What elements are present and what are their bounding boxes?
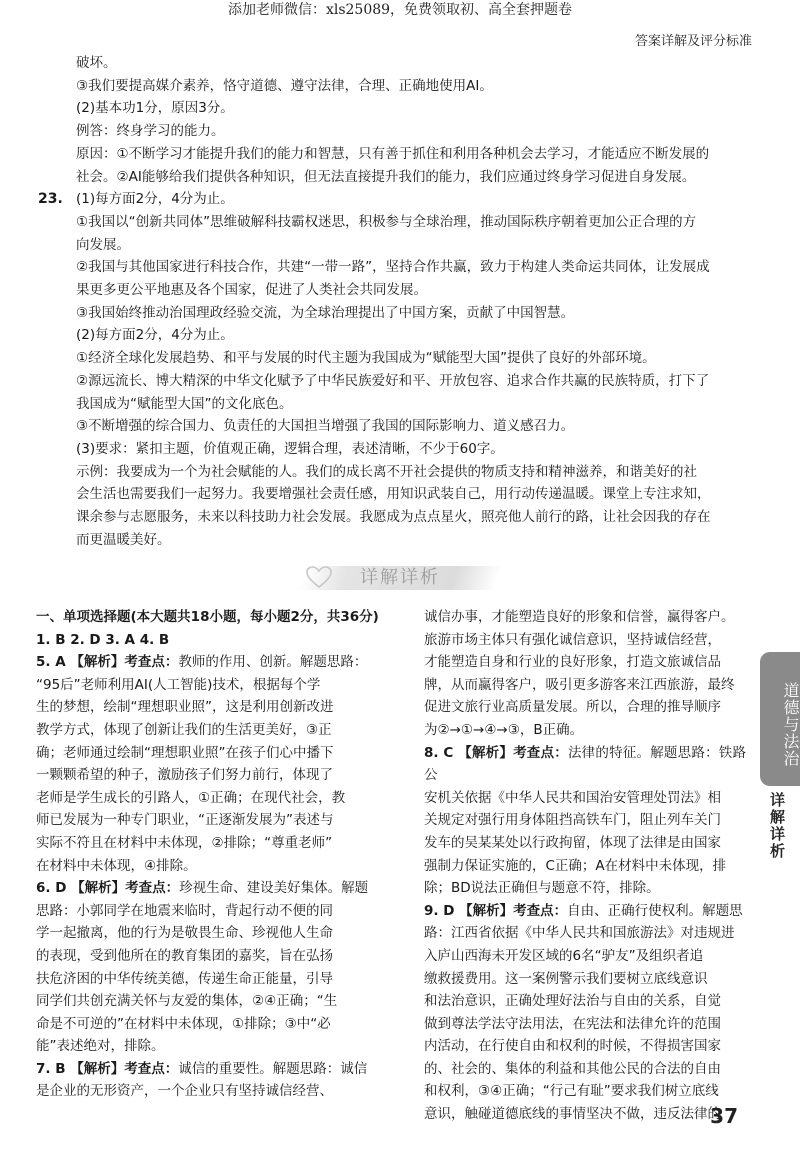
line-text: 诚信的重要性。解题思路：诚信 [178,1060,368,1077]
explanation-line [36,1035,392,1058]
line-text: 诚信办事，才能塑造良好的形象和信誉，赢得客户。 [424,609,735,625]
line-text: 入庐山西海未开发区域的6名“驴友”及组织者追 [424,947,704,964]
q23-line: ③不断增强的综合国力、负责任的大国担当增强了我国的国际影响力、道义感召力。 [76,418,575,435]
line-text: 教学方式，体现了创新让我们的生活更美好，③正 [36,721,332,738]
bold-lead: 一、单项选择题(本大题共18小题，每小题2分，共36分) [36,609,379,625]
explanation-line [424,855,746,878]
line-text: 确；老师通过绘制“理想职业照”在孩子们心中播下 [36,744,334,761]
line-text: 实际不符且在材料中未体现，②排除；“尊重老师” [36,834,333,851]
explanation-line [424,922,746,945]
explanation-line [36,1080,392,1103]
line-text: 同学们共创充满关怀与友爱的集体，②④正确；“生 [36,993,338,1010]
explanation-line [36,1058,392,1081]
q23-line: ③我国始终推动治国理政经验交流，为全球治理提出了中国方案，贡献了中国智慧。 [76,304,575,321]
explanation-line [424,1013,746,1036]
explanation-line [424,990,746,1013]
line-text: “95后”老师利用AI(人工智能)技术，根据每个学 [36,676,321,693]
bold-lead: 6. D 【解析】考查点： [36,880,180,897]
explanation-line [424,719,746,742]
explanation-line [36,742,392,765]
subject-tab: 道德与法治 [760,652,800,786]
explanation-line [424,1035,746,1058]
line-text: 促进文旅行业高质量发展。所以，合理的推导顺序 [424,699,721,716]
line-text: 自由、正确行使权利。解题思 [567,902,743,919]
page-number: 37 [710,1104,738,1128]
line-text: 意识，触碰道德底线的事情坚决不做，违反法律的 [424,1106,721,1123]
line-text: 和权利，③④正确；“行己有耻”要求我们树立底线 [424,1083,719,1100]
explanation-line [36,855,392,878]
line-text: 缴救援费用。这一案例警示我们要树立底线意识 [424,970,708,987]
q23-line: 示例：我要成为一个为社会赋能的人。我们的成长离不开社会提供的物质支持和精神滋养，和谐美好的社 [76,463,697,480]
right-column [424,606,746,1126]
top-banner: 添加老师微信：xls25089，免费领取初、高全套押题卷 [227,2,573,18]
line-text: 内活动，在行使自由和权利的时候，不得损害国家 [424,1038,721,1055]
left-column [36,606,392,1103]
explanation-line [36,990,392,1013]
q23-line: (3)要求：紧扣主题，价值观正确，逻辑合理，表述清晰，不少于60字。 [76,440,504,457]
explanation-line [424,606,746,629]
line-text: 发车的吴某某处以行政拘留，体现了法律是由国家 [424,834,721,851]
line-text: 和法治意识，正确处理好法治与自由的关系，自觉 [424,993,721,1010]
line-text: 学一起撤离，他的行为是敬畏生命、珍视他人生命 [36,925,333,942]
q23-line: ①经济全球化发展趋势、和平与发展的时代主题为我国成为“赋能型大国”提供了良好的外部环境。 [76,350,656,367]
line-text: 师已发展为一种专门职业，“正逐渐发展为”表述与 [36,812,334,829]
q23-line: 而更温暖美好。 [76,531,171,548]
explanation-line [424,832,746,855]
explanation-line [424,1103,746,1126]
answer-line: (2)基本功1分，原因3分。 [76,100,234,117]
explanation-line [36,832,392,855]
line-text: 法律的特征。解题思路：铁路公 [424,744,746,784]
explanation-line [36,900,392,923]
explanation-line [36,651,392,674]
answer-line: 例答：终身学习的能力。 [76,123,225,140]
side-label: 详解详析 [768,792,786,860]
line-text: 教师的作用、创新。解题思路： [178,654,368,671]
explanation-line [424,629,746,652]
explanation-line [424,968,746,991]
line-text: 路：江西省依据《中华人民共和国旅游法》对违规进 [424,925,735,942]
answer-line: 社会。②AI能够给我们提供各种知识，但无法直接提升我们的能力，我们应通过终身学习促进自身发展。 [76,168,696,185]
bold-lead: 8. C 【解析】考查点： [424,744,568,761]
q23-line: ②源远流长、博大精深的中华文化赋予了中华民族爱好和平、开放包容、追求合作共赢的民族特质，打下了 [76,372,710,389]
explanation-line [424,809,746,832]
q23-text: (1)每方面2分，4分为止。 [76,191,234,208]
line-text: 能”表述绝对，排除。 [36,1038,165,1055]
line-text: 一颗颗希望的种子，激励孩子们努力前行，体现了 [36,767,333,784]
line-text: 做到尊法学法守法用法，在宪法和法律允许的范围 [424,1015,721,1032]
answer-line: 原因：①不断学习才能提升我们的能力和智慧，只有善于抓住和利用各种机会去学习，才能适应不断发展的 [76,145,710,162]
q23-line: 向发展。 [76,236,130,253]
bold-lead: 7. B 【解析】考查点： [36,1060,179,1077]
explanation-line [424,877,746,900]
line-text: 思路：小郭同学在地震来临时，背起行动不便的同 [36,902,333,919]
line-text: 在材料中未体现，④排除。 [36,857,197,874]
line-text: 除；BD说法正确但与题意不符，排除。 [424,880,660,897]
line-text: 关规定对强行用身体阻挡高铁车门，阻止列车关门 [424,812,721,829]
line-text: 珍视生命、建设美好集体。解题 [179,880,369,897]
explanation-line [424,1058,746,1081]
divider-title: 详解详析 [360,567,440,588]
explanation-line [424,742,746,787]
explanation-line [424,1080,746,1103]
explanation-line [36,968,392,991]
answer-line: 破坏。 [76,55,117,71]
line-text: 旅游市场主体只有强化诚信意识，坚持诚信经营， [424,631,721,648]
q23-line: 果更多更公平地惠及各个国家，促进了人类社会共同发展。 [76,282,427,299]
explanation-line [424,787,746,810]
line-text: 为②→①→④→③，B正确。 [424,721,584,738]
running-header: 答案详解及评分标准 [634,34,752,49]
q23-line: (2)每方面2分，4分为止。 [76,327,234,344]
explanation-line [36,945,392,968]
q23-line: ①我国以“创新共同体”思维破解科技霸权迷思，积极参与全球治理，推动国际秩序朝着更加公正合理的方 [76,213,697,230]
bold-lead: 5. A 【解析】考查点： [36,654,179,671]
line-text: 扶危济困的中华传统美德，传递生命正能量，引导 [36,970,333,987]
explanation-line [424,674,746,697]
line-text: 生的梦想，绘制“理想职业照”，这是利用创新改进 [36,699,334,716]
explanation-line [36,877,392,900]
q23-line: 我国成为“赋能型大国”的文化底色。 [76,395,293,412]
explanation-line [36,696,392,719]
q23-line: 课余参与志愿服务，未来以科技助力社会发展。我愿成为点点星火，照亮他人前行的路，让社会因我的存在 [76,509,711,526]
explanation-line [424,900,746,923]
q23-line: ②我国与其他国家进行科技合作，共建“一带一路”，坚持合作共赢，致力于构建人类命运共同体，让发展成 [76,259,710,276]
line-text: 强制力保证实施的，C正确；A在材料中未体现，排 [424,857,727,874]
line-text: 命是不可逆的”在材料中未体现，①排除；③中“必 [36,1015,331,1032]
explanation-line [36,809,392,832]
explanation-line [36,764,392,787]
answer-section [38,52,754,551]
explanation-line [36,787,392,810]
explanation-line [36,674,392,697]
answer-line: ③我们要提高媒介素养，恪守道德、遵守法律，合理、正确地使用AI。 [76,77,493,94]
explanation-line [424,696,746,719]
line-text: 才能塑造自身和行业的良好形象，打造文旅诚信品 [424,654,721,671]
line-text: 的、社会的、集体的利益和其他公民的合法的自由 [424,1060,721,1077]
line-text: 的表现，受到他所在的教育集团的嘉奖，旨在弘扬 [36,947,333,964]
line-text: 牌，从而赢得客户，吸引更多游客来江西旅游，最终 [424,676,735,693]
explanation-line [36,1013,392,1036]
section-divider [280,560,520,596]
line-text: 老师是学生成长的引路人，①正确；在现代社会，教 [36,789,346,806]
q23-line [38,188,754,211]
bold-lead: 1. B 2. D 3. A 4. B [36,631,170,648]
q23-line: 会生活也需要我们一起努力。我要增强社会责任感，用知识武装自己，用行动传递温暖。课堂上专注求知， [76,486,711,503]
explanation-line [36,719,392,742]
bold-lead: 9. D 【解析】考查点： [424,902,568,919]
explanation-line [424,945,746,968]
question-number: 23. [38,191,63,208]
explanation-line [36,629,392,652]
explanation-line [424,651,746,674]
explanation-line [36,922,392,945]
line-text: 安机关依据《中华人民共和国治安管理处罚法》相 [424,789,721,806]
line-text: 是企业的无形资产，一个企业只有坚持诚信经营、 [36,1083,333,1100]
explanation-line [36,606,392,629]
